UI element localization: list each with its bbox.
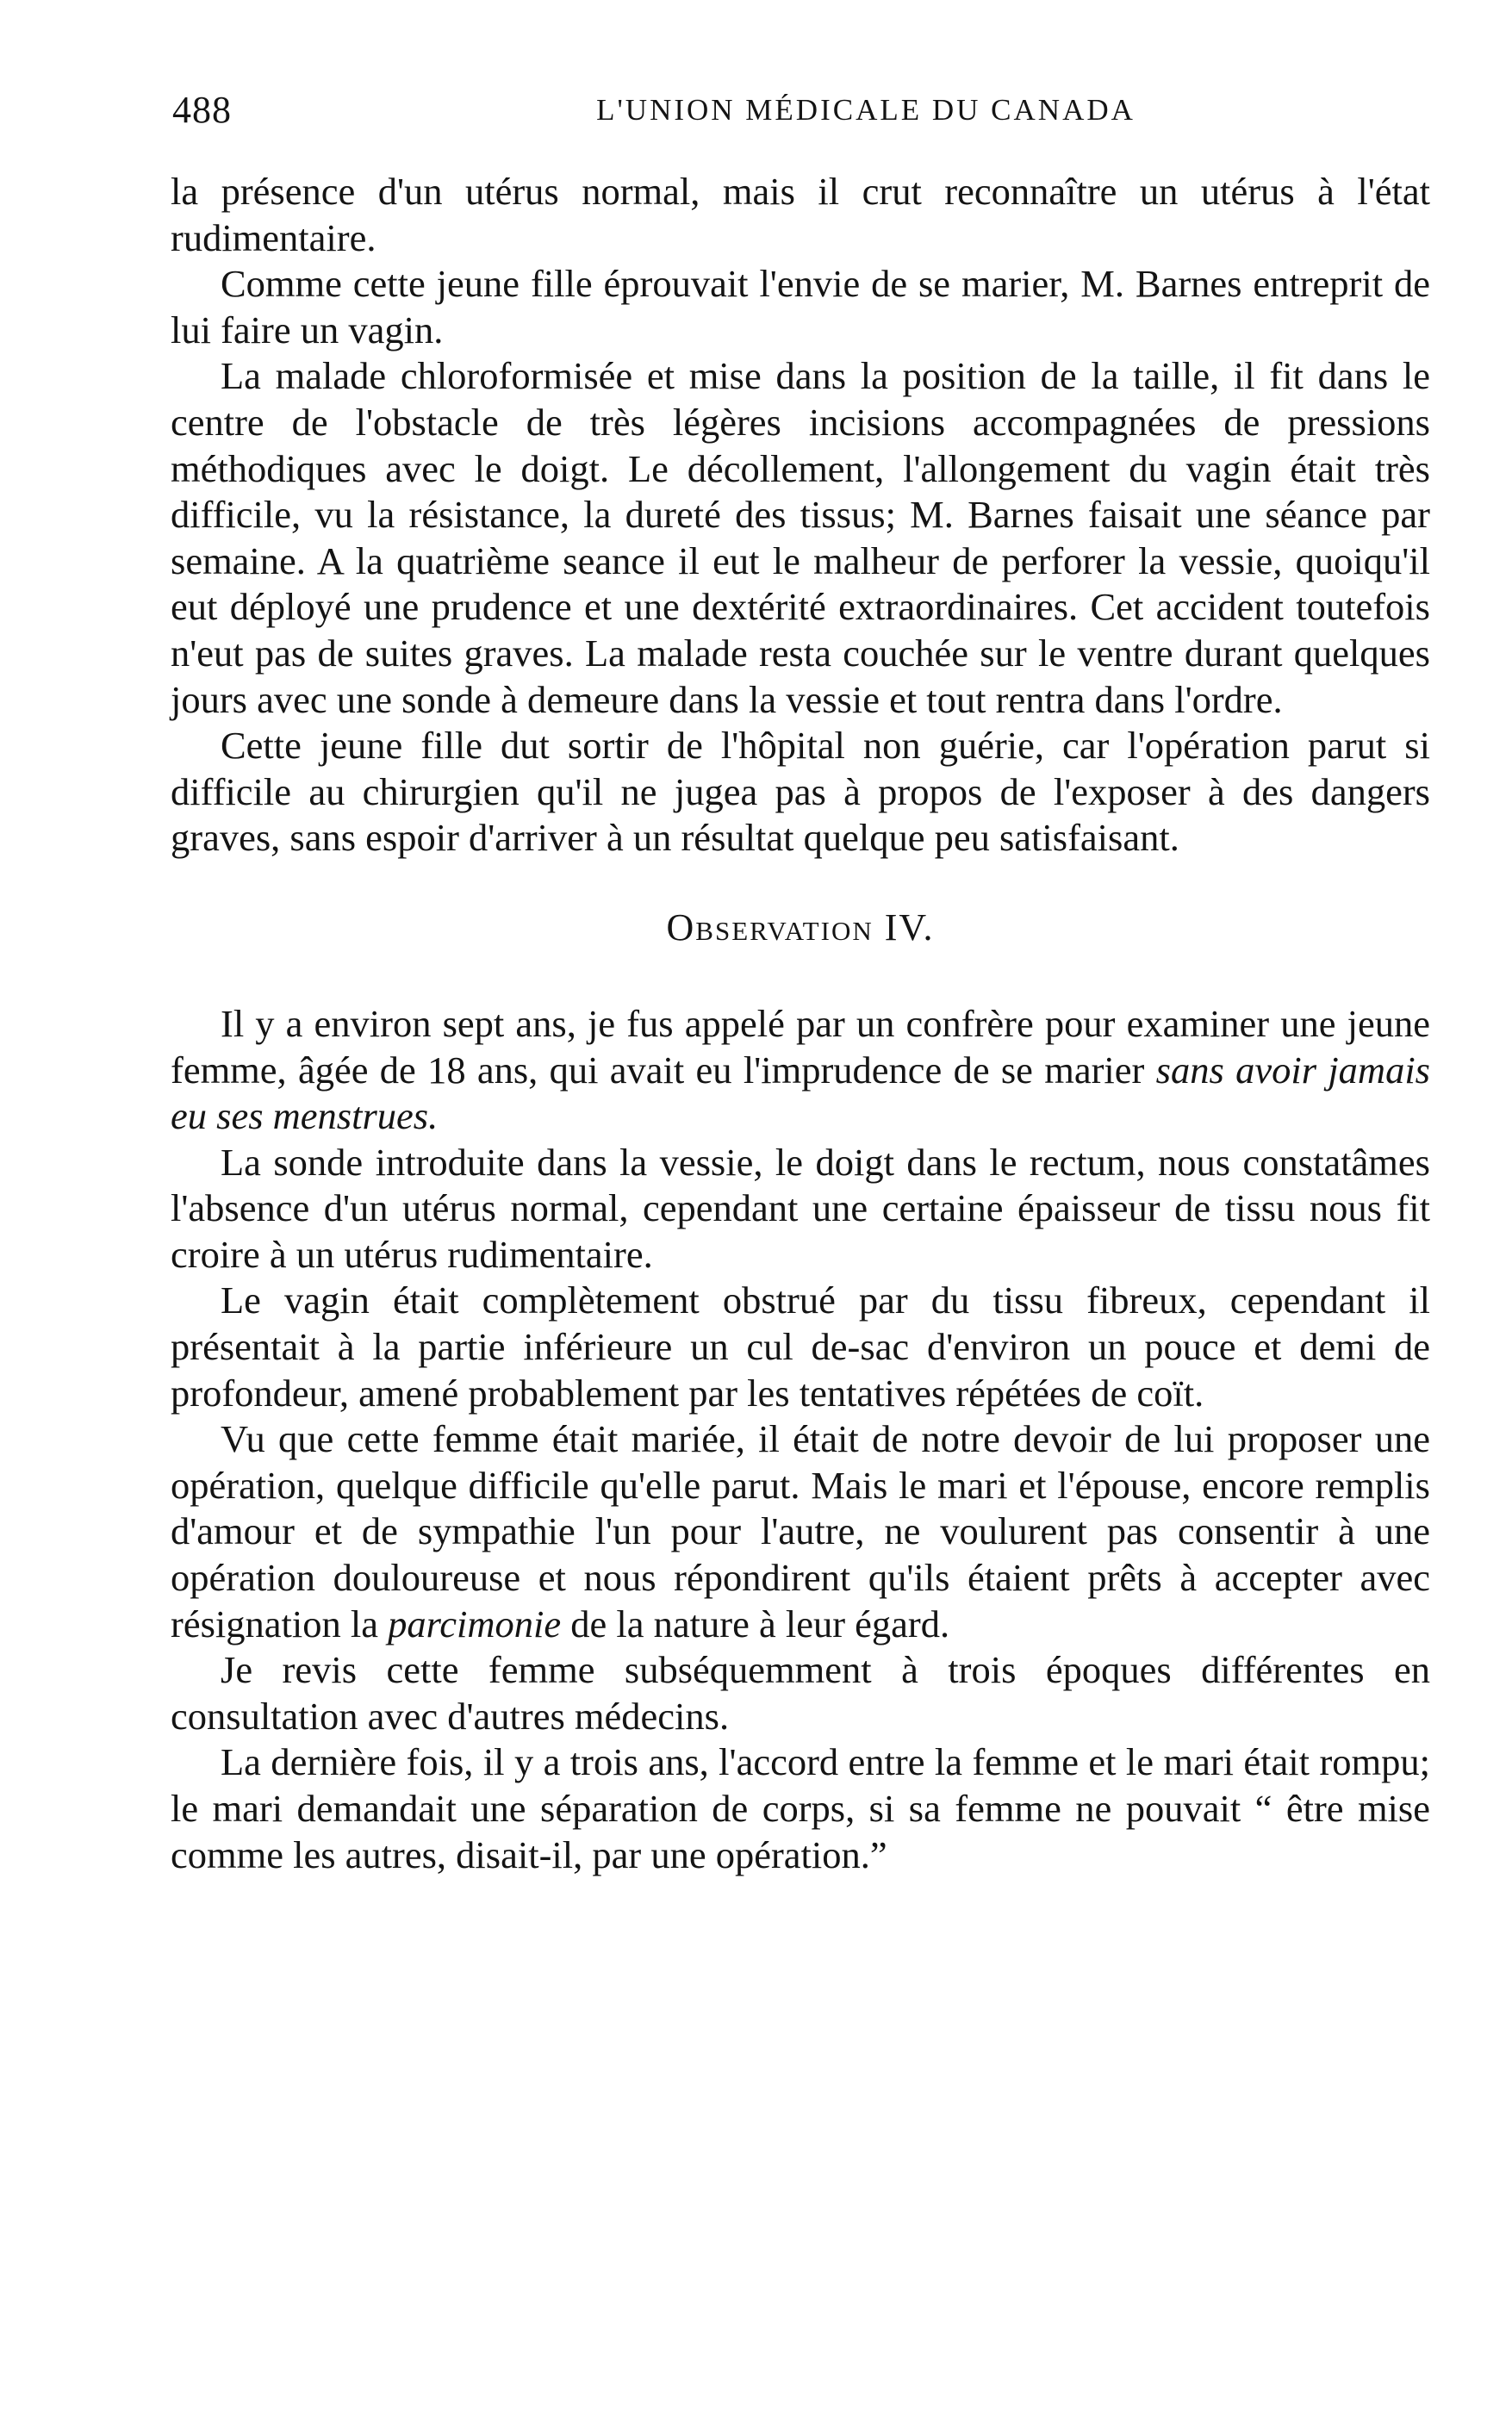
section-heading-observation-iv: Observation IV. — [666, 905, 935, 949]
obs-marriage-text: Vu que cette femme était mariée, il était de notre devoir de lui proposer une opération, quelque difficile qu'elle parut. Mais le mari et l'épouse, encore remplis d'amour et de sympathie l'un pour l'autre, ne voulurent pas consentir à une opération douloureuse et nous répondirent qu'ils étaient prêts à accepter avec résignation la — [171, 1417, 1430, 1645]
paragraph-continuation: la présence d'un utérus normal, mais il crut reconnaître un utérus à l'état rudimentaire. — [171, 170, 1430, 259]
paragraph-barnes-vagin: Comme cette jeune fille éprouvait l'envie de se marier, M. Barnes entreprit de lui faire un vagin. — [171, 262, 1430, 351]
paragraph-obs-vagin: Le vagin était complètement obstrué par du tissu fibreux, cependant il présentait à la partie inférieure un cul de-sac d'environ un pouce et demi de profondeur, amené probablement par les tentatives répétées de coït. — [171, 1278, 1430, 1415]
body-text — [171, 169, 1430, 1878]
running-head — [172, 88, 1430, 148]
page-number: 488 — [172, 89, 232, 131]
paragraph-obs-last-visit: La dernière fois, il y a trois ans, l'accord entre la femme et le mari était rompu; le mari demandait une séparation de corps, si sa femme ne pouvait “ être mise comme les autres, disait-il, par une opération.” — [171, 1740, 1430, 1876]
paragraph-chloroform-procedure: La malade chloroformisée et mise dans la position de la taille, il fit dans le centre de l'obstacle de très légères incisions accompagnées de pressions méthodiques avec le doigt. Le décollement, l'allongement du vagin était très difficile, vu la résistance, la dureté des tissus; M. Barnes faisait une séance par semaine. A la quatrième seance il eut le malheur de perforer la vessie, quoiqu'il eut déployé une prudence et une dextérité extraordinaires. Cet accident toutefois n'eut pas de suites graves. La malade resta couchée sur le ventre durant quelques jours avec une sonde à demeure dans la vessie et tout rentra dans l'ordre. — [171, 354, 1430, 721]
obs-intro-text: Il y a environ sept ans, je fus appelé par un confrère pour examiner une jeune femme, âgée de 18 ans, qui avait eu l'imprudence de se marier — [171, 1001, 1430, 1092]
paragraph-hospital-discharge: Cette jeune fille dut sortir de l'hôpital non guérie, car l'opération parut si difficile au chirurgien qu'il ne jugea pas à propos de l'exposer à des dangers graves, sans espoir d'arriver à un résultat quelque peu satisfaisant. — [171, 724, 1430, 860]
obs-marriage-italic: parcimonie — [388, 1602, 562, 1645]
paragraph-obs-marriage — [171, 1416, 1430, 1647]
obs-marriage-text-end: de la nature à leur égard. — [561, 1602, 950, 1645]
paragraph-obs-exam: La sonde introduite dans la vessie, le doigt dans le rectum, nous constatâmes l'absence d'un utérus normal, cependant une certaine épaisseur de tissu nous fit croire à un utérus rudimentaire. — [171, 1140, 1430, 1276]
journal-title: L'UNION MÉDICALE DU CANADA — [596, 93, 1136, 127]
paragraph-obs-consultation: Je revis cette femme subséquemment à trois époques différentes en consultation avec d'autres médecins. — [171, 1648, 1430, 1738]
paragraph-obs-intro — [171, 1001, 1430, 1140]
obs-intro-italic: sans avoir jamais eu ses menstrues. — [171, 1048, 1430, 1138]
